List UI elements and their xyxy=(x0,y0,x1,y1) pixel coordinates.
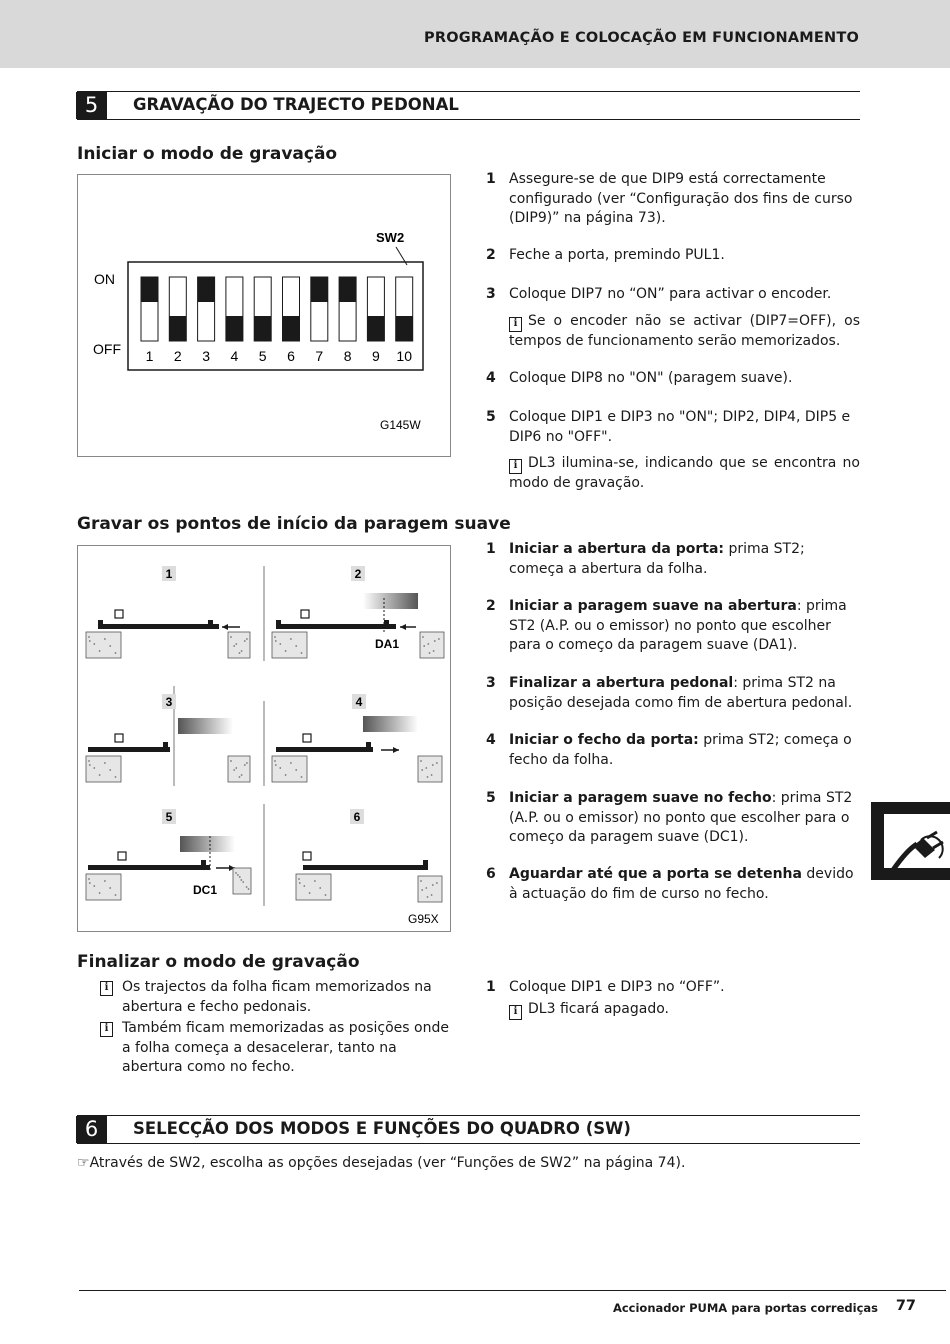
ground-right-texture xyxy=(427,896,429,898)
step-text: Coloque DIP7 no “ON” para activar o encoder. xyxy=(509,286,832,302)
start-heading: Iniciar o modo de gravação xyxy=(77,144,338,164)
gate-leaf xyxy=(303,865,428,870)
step-number: 4 xyxy=(486,732,496,748)
step-text: : prima ST2 na posição desejada como fim de abertura pedonal. xyxy=(509,675,853,711)
page-number: 77 xyxy=(895,1298,916,1314)
ground-right-texture xyxy=(244,764,246,766)
ground-left-texture xyxy=(301,776,303,778)
slowdown-zone xyxy=(363,716,418,732)
panel-number: 6 xyxy=(353,810,361,824)
ground-left xyxy=(272,756,307,782)
dip-switch-6-lever xyxy=(283,316,300,341)
info-icon: i xyxy=(509,317,522,332)
info-icon: i xyxy=(100,1022,113,1037)
ground-right-texture xyxy=(420,880,422,882)
gate-post xyxy=(301,610,309,618)
ground-left-texture xyxy=(279,643,281,645)
ground-right-texture xyxy=(237,874,239,876)
dip-switch-4-lever xyxy=(226,316,243,341)
door-sequence-diagram xyxy=(78,546,450,931)
ground-left xyxy=(86,632,121,658)
step-text: prima ST2; começa o fecho da folha. xyxy=(509,732,852,768)
ground-right-texture xyxy=(421,889,423,891)
dip-switch-number: 6 xyxy=(287,348,295,364)
ground-right-texture xyxy=(239,652,241,654)
dip-switch-number: 3 xyxy=(202,348,210,364)
ground-right xyxy=(418,756,442,782)
gate-post xyxy=(115,734,123,742)
record-step-1 xyxy=(486,540,860,579)
ground-right-texture xyxy=(438,638,440,640)
ground-right-texture xyxy=(230,636,232,638)
ground-left-texture xyxy=(299,882,301,884)
panel-number: 5 xyxy=(165,810,173,824)
panel-number: 4 xyxy=(355,695,363,709)
ground-right-texture xyxy=(434,640,436,642)
ground-left-texture xyxy=(325,894,327,896)
section-6-paragraph xyxy=(77,1154,685,1174)
record-step-4 xyxy=(486,731,860,770)
gate-post xyxy=(118,852,126,860)
ground-right-texture xyxy=(242,881,244,883)
gate-leaf xyxy=(88,865,210,870)
ground-left-texture xyxy=(285,774,287,776)
on-label: ON xyxy=(94,271,115,287)
panel-number: 2 xyxy=(354,567,362,581)
start-step-2 xyxy=(486,246,860,266)
gate-leaf xyxy=(98,624,219,629)
gate-post xyxy=(303,852,311,860)
motion-arrowhead xyxy=(393,747,399,753)
start-step-4 xyxy=(486,369,860,389)
ground-left-texture xyxy=(99,774,101,776)
info-icon: i xyxy=(509,459,522,474)
off-label: OFF xyxy=(93,341,121,357)
dip-switch-number: 2 xyxy=(173,348,182,364)
dip-switch-figure xyxy=(77,174,451,457)
step-number: 6 xyxy=(486,866,496,882)
start-step-3-note xyxy=(509,312,860,352)
ground-right-texture xyxy=(427,643,429,645)
ground-left-texture xyxy=(109,769,111,771)
dip-switch-3-lever xyxy=(198,277,215,302)
dip-switch-1-lever xyxy=(141,277,158,302)
step-number: 4 xyxy=(486,370,496,386)
step-number: 2 xyxy=(486,598,496,614)
ground-right-texture xyxy=(246,638,248,640)
ground-right xyxy=(420,632,444,658)
ground-left-texture xyxy=(290,638,292,640)
ground-left-texture xyxy=(93,643,95,645)
dip-switch-2-lever xyxy=(169,316,186,341)
record-step-3 xyxy=(486,674,860,713)
step-number: 1 xyxy=(486,541,496,557)
ground-left-texture xyxy=(295,645,297,647)
ground-right-texture xyxy=(420,760,422,762)
ground-right xyxy=(228,632,250,658)
note-text: DL3 ilumina-se, indicando que se encontra no modo de gravação. xyxy=(509,455,860,491)
ground-right-texture xyxy=(235,872,237,874)
finish-step-1 xyxy=(486,978,860,998)
step-bold: Iniciar o fecho da porta: xyxy=(509,732,699,748)
info-icon: i xyxy=(100,981,113,996)
plug-icon xyxy=(871,802,950,880)
record-step-5 xyxy=(486,789,860,848)
ground-right-texture xyxy=(436,882,438,884)
motion-arrowhead xyxy=(222,624,228,630)
ground-right-texture xyxy=(239,876,241,878)
ground-right-texture xyxy=(433,650,435,652)
ground-left-texture xyxy=(314,880,316,882)
ground-right-texture xyxy=(431,894,433,896)
step-text: Feche a porta, premindo PUL1. xyxy=(509,247,725,263)
header-title: PROGRAMAÇÃO E COLOCAÇÃO EM FUNCIONAMENTO xyxy=(424,30,859,46)
ground-right-texture xyxy=(425,767,427,769)
note-text: DL3 ficará apagado. xyxy=(528,1001,669,1017)
ground-left xyxy=(296,874,331,900)
section-6-bar xyxy=(77,1115,860,1144)
ground-left-texture xyxy=(99,650,101,652)
dip-switch-number: 7 xyxy=(315,348,324,364)
step-number: 5 xyxy=(486,409,496,425)
dip-switch-diagram xyxy=(78,175,450,456)
step-text: Coloque DIP1 e DIP3 no “OFF”. xyxy=(509,979,725,995)
ground-left-texture xyxy=(274,636,276,638)
panel-number: 3 xyxy=(165,695,173,709)
gate-post xyxy=(303,734,311,742)
step-number: 3 xyxy=(486,286,496,302)
section-6-title: SELECÇÃO DOS MODOS E FUNÇÕES DO QUADRO (SW) xyxy=(133,1119,631,1138)
ground-left-texture xyxy=(115,652,117,654)
ground-left xyxy=(86,756,121,782)
ground-left-texture xyxy=(88,636,90,638)
dip-figure-code: G145W xyxy=(380,418,421,432)
section-5-number: 5 xyxy=(76,92,107,119)
gate-leaf xyxy=(276,624,396,629)
ground-left-texture xyxy=(279,767,281,769)
record-heading: Gravar os pontos de início da paragem suave xyxy=(77,514,511,534)
ground-left xyxy=(86,874,121,900)
dip-switch-10-lever xyxy=(396,316,413,341)
ground-right-texture xyxy=(425,887,427,889)
gate-leaf xyxy=(88,747,170,752)
footer-rule xyxy=(79,1290,946,1291)
ground-right-texture xyxy=(421,769,423,771)
ground-right xyxy=(418,876,442,902)
note-text: Se o encoder não se activar (DIP7=OFF), os tempos de funcionamento serão memorizados. xyxy=(509,313,860,349)
ground-right-texture xyxy=(422,636,424,638)
ground-left-texture xyxy=(104,880,106,882)
step-bold: Finalizar a abertura pedonal xyxy=(509,675,734,691)
section-6-text: Através de SW2, escolha as opções desejadas (ver “Funções de SW2” na página 74). xyxy=(89,1155,686,1171)
step-number: 3 xyxy=(486,675,496,691)
step-text: Coloque DIP8 no "ON" (paragem suave). xyxy=(509,370,793,386)
ground-left-texture xyxy=(115,894,117,896)
ground-left-texture xyxy=(275,640,277,642)
step-number: 1 xyxy=(486,171,496,187)
da1-label: DA1 xyxy=(375,637,400,651)
ground-right-texture xyxy=(432,764,434,766)
step-bold: Iniciar a paragem suave no fecho xyxy=(509,790,772,806)
step-text: devido à actuação do fim de curso no fecho. xyxy=(509,866,854,902)
ground-left-texture xyxy=(109,887,111,889)
slowdown-zone xyxy=(363,593,418,609)
finish-note-1 xyxy=(100,978,452,1017)
step-bold: Iniciar a paragem suave na abertura xyxy=(509,598,797,614)
gate-leaf xyxy=(276,747,373,752)
start-step-5-note xyxy=(509,454,860,494)
ground-right xyxy=(228,756,250,782)
finish-step-note xyxy=(509,1000,860,1020)
step-bold: Aguardar até que a porta se detenha xyxy=(509,866,802,882)
ground-left-texture xyxy=(104,638,106,640)
step-text: Coloque DIP1 e DIP3 no "ON"; DIP2, DIP4, DIP5 e DIP6 no "OFF". xyxy=(509,409,851,445)
section-5-title: GRAVAÇÃO DO TRAJECTO PEDONAL xyxy=(133,95,459,114)
ground-left-texture xyxy=(309,892,311,894)
ground-left-texture xyxy=(93,767,95,769)
ground-right-texture xyxy=(432,884,434,886)
ground-left-texture xyxy=(285,650,287,652)
chapter-side-tab xyxy=(871,802,950,880)
ground-right-texture xyxy=(241,774,243,776)
ground-left-texture xyxy=(319,887,321,889)
section-6-number: 6 xyxy=(76,1116,107,1143)
ground-right-texture xyxy=(240,879,242,881)
dip-switch-number: 8 xyxy=(343,348,352,364)
ground-right-texture xyxy=(235,643,237,645)
ground-left-texture xyxy=(88,760,90,762)
ground-left-texture xyxy=(274,760,276,762)
ground-right-texture xyxy=(235,767,237,769)
panel-number: 1 xyxy=(165,567,173,581)
ground-left-texture xyxy=(99,892,101,894)
ground-right-texture xyxy=(248,888,250,890)
ground-left-texture xyxy=(89,882,91,884)
ground-left-texture xyxy=(89,764,91,766)
record-step-2 xyxy=(486,597,860,656)
ground-right-texture xyxy=(230,760,232,762)
step-text: : prima ST2 (A.P. ou o emissor) no ponto que escolher para o começo da paragem suave (DC1). xyxy=(509,790,853,845)
section-5-bar xyxy=(77,91,860,120)
step-number: 5 xyxy=(486,790,496,806)
ground-right-texture xyxy=(427,776,429,778)
start-step-5 xyxy=(486,408,860,447)
ground-left-texture xyxy=(275,764,277,766)
ground-right-texture xyxy=(239,776,241,778)
dip-switch-number: 4 xyxy=(230,348,239,364)
door-panels xyxy=(86,566,444,906)
ground-left-texture xyxy=(303,885,305,887)
start-step-1 xyxy=(486,170,860,229)
ground-left-texture xyxy=(88,878,90,880)
dip-switch-number: 1 xyxy=(145,348,154,364)
record-step-6 xyxy=(486,865,860,904)
step-text: prima ST2; começa a abertura da folha. xyxy=(509,541,805,577)
ground-right-texture xyxy=(246,762,248,764)
ground-right-texture xyxy=(431,774,433,776)
door-sequence-figure xyxy=(77,545,451,932)
ground-right-texture xyxy=(246,886,248,888)
start-step-3 xyxy=(486,285,860,305)
gate-post xyxy=(115,610,123,618)
ground-right-texture xyxy=(241,650,243,652)
ground-right-texture xyxy=(233,769,235,771)
ground-left-texture xyxy=(93,885,95,887)
slowdown-zone xyxy=(178,718,233,734)
step-bold: Iniciar a abertura da porta: xyxy=(509,541,724,557)
step-text: Assegure-se de que DIP9 está correctamente configurado (ver “Configuração dos fins de curso (DIP9)” na página 73). xyxy=(509,171,853,226)
dip-switch-7-lever xyxy=(311,277,328,302)
dc1-label: DC1 xyxy=(193,883,218,897)
ground-right-texture xyxy=(244,640,246,642)
ground-left-texture xyxy=(104,762,106,764)
ground-left-texture xyxy=(89,640,91,642)
ground-left-texture xyxy=(295,769,297,771)
sw2-label: SW2 xyxy=(376,230,405,245)
door-figure-code: G95X xyxy=(408,912,439,926)
pointing-hand-icon: ☞ xyxy=(77,1155,90,1171)
note-text: Os trajectos da folha ficam memorizados na abertura e fecho pedonais. xyxy=(122,979,432,1015)
ground-right xyxy=(233,868,251,894)
dip-switch-9-lever xyxy=(367,316,384,341)
ground-left-texture xyxy=(301,652,303,654)
step-number: 2 xyxy=(486,247,496,263)
footer-title: Accionador PUMA para portas corrediças xyxy=(612,1301,878,1315)
ground-left-texture xyxy=(109,645,111,647)
dip-switches xyxy=(141,277,413,364)
ground-left-texture xyxy=(298,878,300,880)
finish-heading: Finalizar o modo de gravação xyxy=(77,952,360,972)
finish-note-2 xyxy=(100,1019,452,1078)
motion-arrowhead xyxy=(400,624,406,630)
ground-left xyxy=(272,632,307,658)
slowdown-zone xyxy=(180,836,235,852)
ground-left-texture xyxy=(115,776,117,778)
dip-switch-5-lever xyxy=(254,316,271,341)
ground-right-texture xyxy=(436,762,438,764)
ground-left-texture xyxy=(290,762,292,764)
ground-right-texture xyxy=(429,652,431,654)
dip-switch-number: 10 xyxy=(396,348,412,364)
dip-switch-number: 5 xyxy=(258,348,267,364)
info-icon: i xyxy=(509,1005,522,1020)
dip-switch-8-lever xyxy=(339,277,356,302)
dip-switch-number: 9 xyxy=(372,348,380,364)
ground-right-texture xyxy=(423,645,425,647)
step-text: : prima ST2 (A.P. ou o emissor) no ponto que escolher para o começo da paragem suave (DA1). xyxy=(509,598,847,653)
step-number: 1 xyxy=(486,979,496,995)
ground-right-texture xyxy=(233,645,235,647)
note-text: Também ficam memorizadas as posições onde a folha começa a desacelerar, tanto na abertura como no fecho. xyxy=(122,1020,449,1075)
